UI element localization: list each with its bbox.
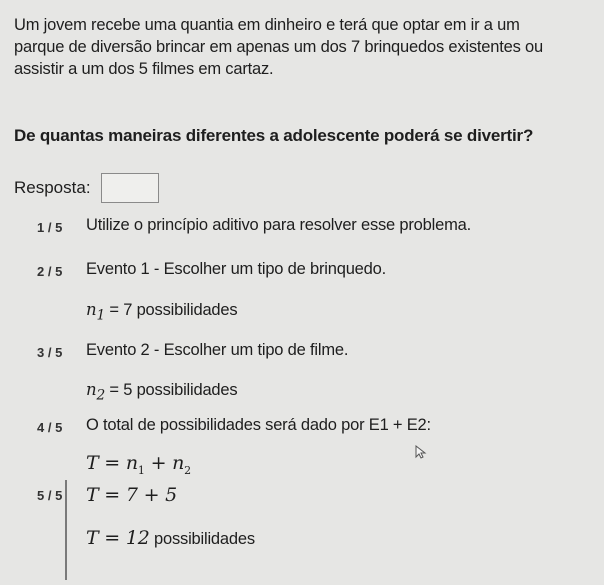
problem-line: Um jovem recebe uma quantia em dinheiro e terá que optar em ir a um — [14, 16, 520, 34]
result-lhs: T = 12 — [86, 527, 150, 549]
step-text: Evento 2 - Escolher um tipo de filme. — [86, 341, 349, 359]
math-suffix: possibilidades — [132, 381, 238, 399]
answer-input[interactable] — [101, 173, 159, 203]
result-suffix: possibilidades — [149, 530, 255, 548]
step-number: 4 / 5 — [37, 420, 63, 435]
problem-line: parque de diversão brincar em apenas um dos 7 brinquedos existentes ou — [14, 38, 544, 56]
math-var: n — [86, 300, 97, 319]
answer-label: Resposta: — [14, 178, 91, 197]
math-eq: = 5 — [105, 381, 133, 399]
step-formula — [86, 452, 191, 477]
answer-row — [14, 170, 159, 206]
step-text: Evento 1 - Escolher um tipo de brinquedo. — [86, 260, 386, 278]
step-formula: T = 7 + 5 — [86, 484, 178, 506]
math-sub: 2 — [96, 387, 105, 404]
step-text: O total de possibilidades será dado por E1 + E2: — [86, 416, 431, 434]
formula-sub: 2 — [184, 463, 191, 477]
step-number: 3 / 5 — [37, 345, 63, 360]
step-math — [86, 380, 237, 403]
math-sub: 1 — [96, 307, 105, 324]
step-divider — [65, 480, 67, 580]
formula-sub: 1 — [137, 463, 145, 477]
mouse-pointer-icon — [414, 445, 428, 459]
math-suffix: possibilidades — [132, 301, 238, 319]
problem-statement — [14, 14, 599, 80]
step-number: 1 / 5 — [37, 220, 63, 235]
math-eq: = 7 — [105, 301, 133, 319]
question-text: De quantas maneiras diferentes a adolescente poderá se divertir? — [14, 126, 534, 145]
math-var: n — [86, 380, 97, 399]
problem-line: assistir a um dos 5 filmes em cartaz. — [14, 60, 274, 78]
step-result — [86, 527, 255, 549]
formula-lhs: T = n — [86, 452, 138, 474]
step-text: Utilize o princípio aditivo para resolver esse problema. — [86, 216, 471, 234]
formula-mid: + n — [144, 452, 185, 474]
step-math — [86, 300, 237, 323]
step-number: 2 / 5 — [37, 264, 63, 279]
step-number: 5 / 5 — [37, 488, 63, 503]
